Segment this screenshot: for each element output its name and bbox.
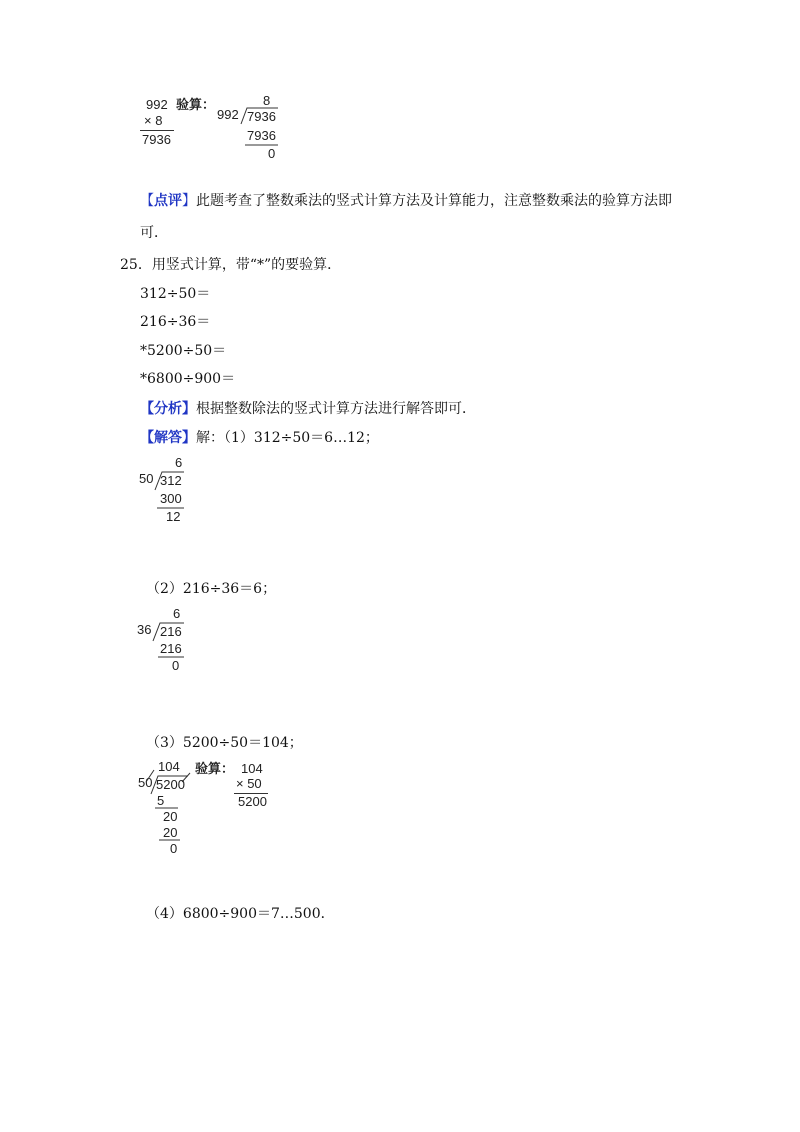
dividend: 312: [160, 473, 182, 488]
divisor: 50: [139, 471, 154, 486]
answer-part-2: （2）216÷36＝6；: [146, 581, 277, 597]
comment-tag: 点评: [154, 193, 182, 209]
question-title: 25．用竖式计算，带“*”的要验算．: [120, 257, 342, 273]
check-multiplicand: 104: [241, 761, 263, 776]
step-2: 20: [163, 809, 178, 824]
step-3: 20: [163, 825, 178, 840]
step-4: 0: [170, 841, 178, 856]
answer-part-4: （4）6800÷900＝7…500．: [146, 906, 335, 922]
question-item: 312÷50＝: [140, 286, 211, 302]
check-label: 验算：: [176, 97, 216, 112]
subtrahend: 216: [160, 641, 182, 656]
comment-bracket-open: 【: [140, 193, 154, 209]
remainder: 12: [166, 509, 181, 524]
quotient: 104: [158, 759, 180, 774]
remainder: 0: [172, 658, 180, 673]
dividend: 216: [160, 624, 182, 639]
question-item: *6800÷900＝: [140, 371, 236, 387]
question-item: *5200÷50＝: [140, 343, 227, 359]
answer-part-1: 解：（1）312÷50＝6…12；: [196, 430, 379, 446]
answer-part-3: （3）5200÷50＝104；: [146, 735, 303, 751]
product: 7936: [142, 132, 171, 147]
subtrahend: 7936: [247, 128, 276, 143]
dividend: 7936: [247, 109, 276, 124]
multiplier: × 8: [144, 113, 163, 128]
divisor: 50: [138, 775, 153, 790]
question-item: 216÷36＝: [140, 314, 211, 330]
comment-bracket-close: 】: [182, 193, 196, 209]
quotient: 6: [173, 606, 181, 621]
analysis-tag: 【分析】: [140, 401, 196, 417]
quotient: 8: [263, 93, 271, 108]
comment-line-2: 可．: [140, 225, 168, 241]
multiplicand: 992: [146, 97, 168, 112]
dividend: 5200: [156, 777, 185, 792]
divisor: 992: [217, 107, 239, 122]
check-label: 验算：: [195, 761, 235, 776]
analysis-text: 根据整数除法的竖式计算方法进行解答即可．: [196, 401, 476, 417]
answer-tag: 【解答】: [140, 430, 196, 446]
quotient: 6: [175, 455, 183, 470]
subtrahend: 300: [160, 491, 182, 506]
divisor: 36: [137, 622, 152, 637]
step-1: 5: [157, 793, 165, 808]
check-product: 5200: [238, 794, 267, 809]
remainder: 0: [268, 146, 276, 161]
check-multiplier: × 50: [236, 776, 262, 791]
comment-text: 此题考查了整数乘法的竖式计算方法及计算能力，注意整数乘法的验算方法即: [196, 193, 672, 209]
